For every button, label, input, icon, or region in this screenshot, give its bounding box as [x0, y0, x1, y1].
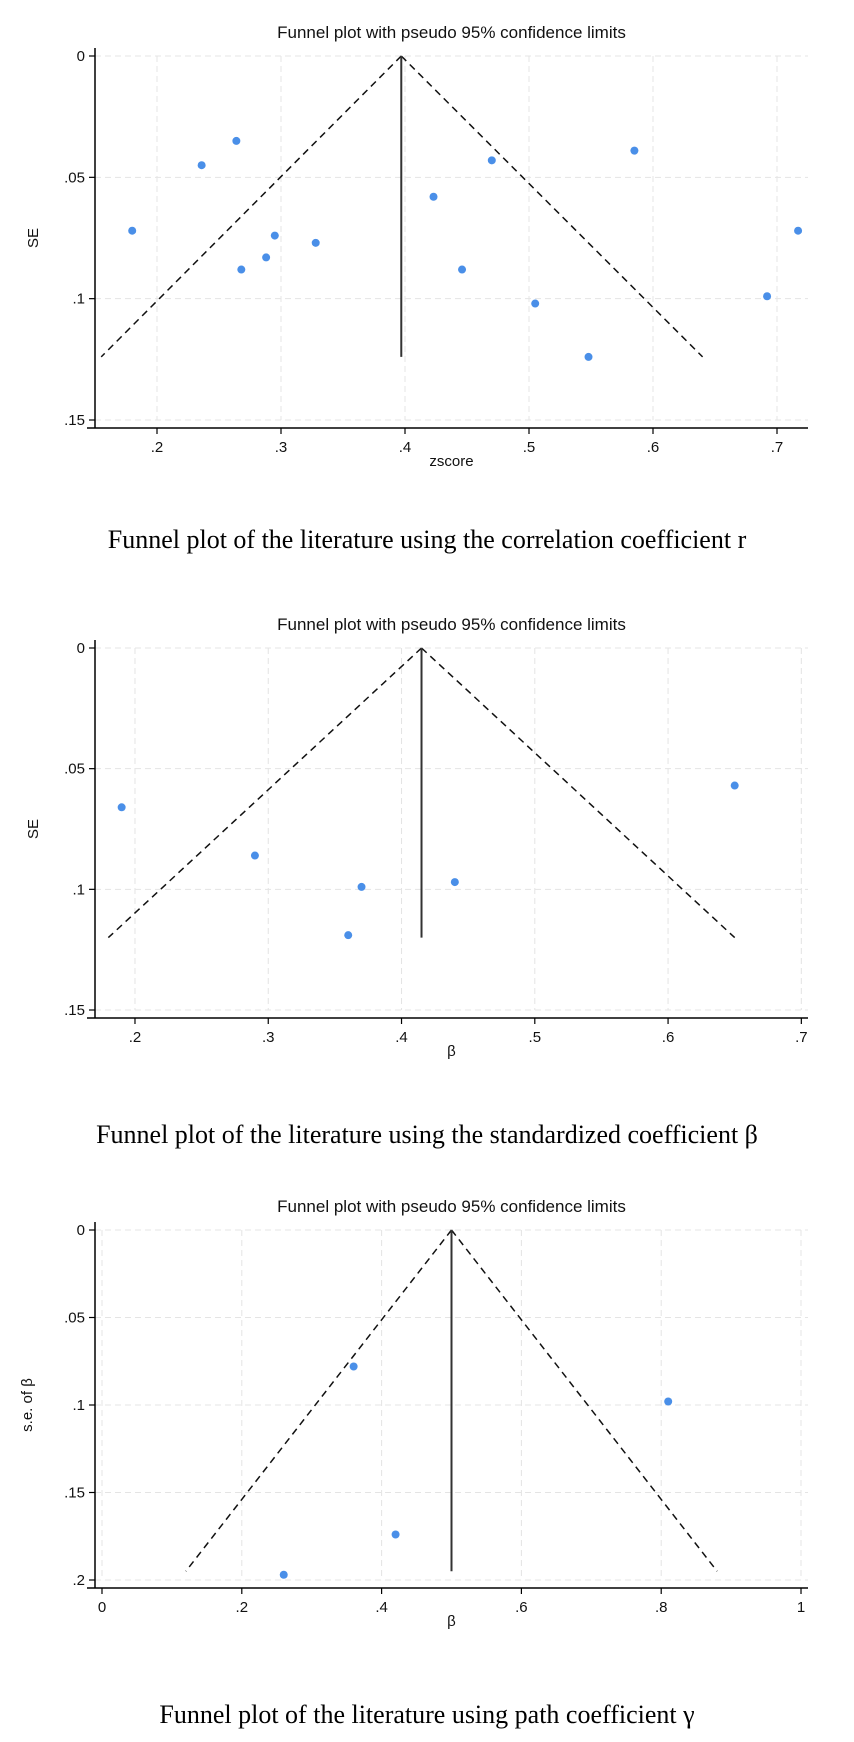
funnel-right-limit	[401, 56, 702, 357]
y-tick-label: .1	[72, 290, 85, 308]
x-tick-label: .4	[398, 439, 412, 456]
chart-title: Funnel plot with pseudo 95% confidence limits	[277, 23, 626, 42]
x-tick-label: .5	[522, 439, 536, 456]
x-tick-label: 1	[796, 1599, 806, 1616]
y-tick-label: .1	[72, 881, 85, 899]
data-point	[763, 292, 771, 300]
x-tick-label: .2	[128, 1029, 142, 1046]
data-point	[664, 1398, 672, 1406]
x-tick-label: .7	[770, 439, 784, 456]
x-tick-label: .3	[274, 439, 288, 456]
data-point	[585, 353, 593, 361]
y-tick-label: .1	[72, 1397, 85, 1414]
data-point	[312, 239, 320, 247]
x-axis-label: β	[447, 1613, 456, 1630]
data-point	[344, 931, 352, 939]
y-tick-label: .05	[64, 169, 85, 187]
funnel-panel-gamma	[0, 1180, 854, 1670]
y-tick-label: .15	[64, 1002, 85, 1019]
caption-beta: Funnel plot of the literature using the standardized coefficient β	[96, 1120, 758, 1149]
funnel-right-limit	[422, 648, 735, 938]
funnel-plot-gamma	[0, 1180, 854, 1670]
data-point	[358, 883, 366, 891]
data-point	[430, 193, 438, 201]
x-tick-label: .4	[395, 1029, 408, 1046]
x-tick-label: .5	[528, 1029, 542, 1046]
x-axis-label: zscore	[429, 453, 474, 470]
chart-title: Funnel plot with pseudo 95% confidence limits	[277, 615, 626, 634]
y-tick-label: .15	[64, 412, 85, 429]
x-tick-label: .8	[654, 1599, 668, 1616]
y-tick-label: 0	[76, 640, 85, 657]
data-point	[271, 232, 279, 240]
data-point	[262, 253, 270, 261]
x-tick-label: .6	[646, 439, 660, 456]
data-point	[794, 227, 802, 235]
x-tick-label: .4	[375, 1599, 388, 1616]
y-tick-label: 0	[76, 48, 85, 65]
x-tick-label: .2	[235, 1599, 249, 1616]
data-point	[198, 161, 206, 169]
data-point	[392, 1531, 400, 1539]
y-tick-label: .2	[72, 1572, 85, 1589]
data-point	[451, 878, 459, 886]
x-axis-label: β	[447, 1043, 456, 1060]
x-tick-label: 0	[97, 1599, 107, 1616]
data-point	[251, 852, 259, 860]
funnel-plot-r	[0, 0, 854, 470]
x-tick-label: .2	[150, 439, 164, 456]
x-tick-label: .3	[261, 1029, 275, 1046]
funnel-plot-beta	[0, 590, 854, 1090]
data-point	[458, 266, 466, 274]
funnel-panel-r	[0, 0, 854, 470]
x-tick-label: .7	[795, 1029, 808, 1046]
chart-title: Funnel plot with pseudo 95% confidence limits	[277, 1197, 626, 1216]
y-axis-label: SE	[25, 227, 42, 249]
y-tick-label: .05	[64, 760, 85, 778]
caption-gamma: Funnel plot of the literature using path coefficient γ	[159, 1700, 695, 1729]
x-tick-label: .6	[661, 1029, 675, 1046]
y-axis-label: SE	[25, 818, 42, 840]
data-point	[531, 300, 539, 308]
funnel-left-limit	[101, 56, 401, 357]
y-tick-label: .05	[64, 1309, 85, 1327]
data-point	[630, 147, 638, 155]
data-point	[118, 803, 126, 811]
caption-r: Funnel plot of the literature using the correlation coefficient r	[107, 525, 747, 554]
funnel-right-limit	[452, 1230, 718, 1571]
funnel-panel-beta	[0, 590, 854, 1090]
data-point	[232, 137, 240, 145]
y-tick-label: 0	[76, 1222, 85, 1239]
funnel-left-limit	[108, 648, 421, 938]
data-point	[731, 782, 739, 790]
x-tick-label: .6	[515, 1599, 528, 1616]
data-point	[350, 1363, 358, 1371]
data-point	[488, 156, 496, 164]
data-point	[128, 227, 136, 235]
y-axis-label: s.e. of β	[19, 1378, 36, 1432]
data-point	[237, 266, 245, 274]
data-point	[280, 1571, 288, 1579]
funnel-left-limit	[186, 1230, 452, 1571]
y-tick-label: .15	[64, 1484, 85, 1502]
